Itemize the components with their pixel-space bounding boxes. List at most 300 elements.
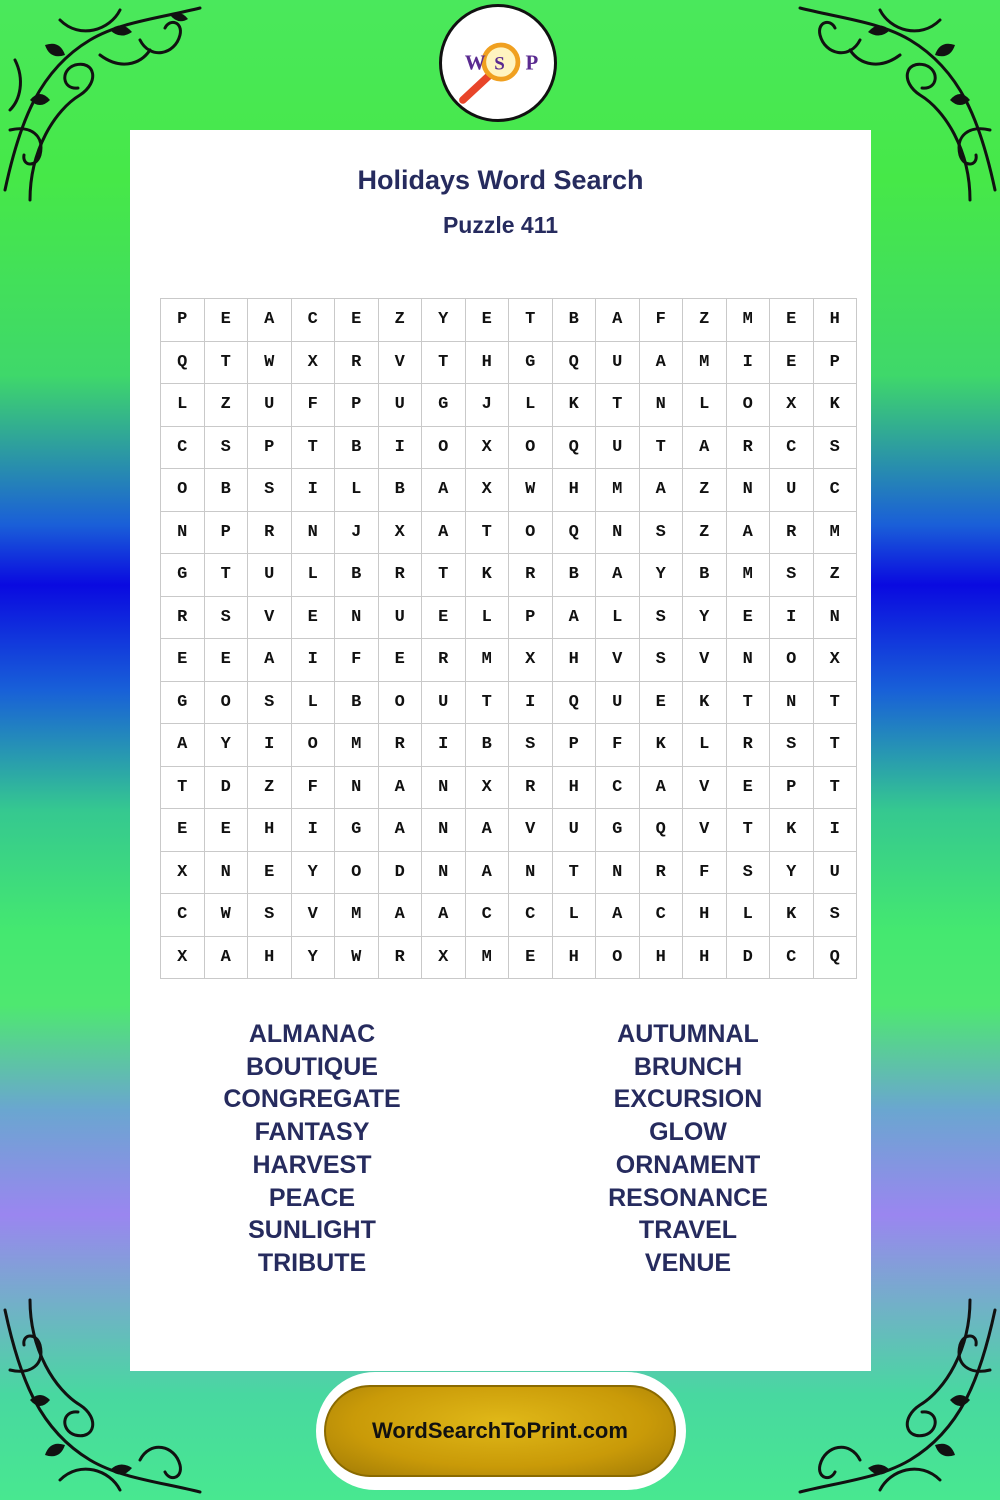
grid-cell[interactable]: S	[770, 554, 814, 597]
magnifier-logo-icon	[442, 7, 554, 119]
grid-cell[interactable]: S	[639, 639, 683, 682]
grid-cell[interactable]: R	[509, 554, 553, 597]
word-item: EXCURSION	[613, 1085, 763, 1114]
grid-cell[interactable]: Y	[291, 936, 335, 979]
grid-cell[interactable]: T	[204, 341, 248, 384]
puzzle-number: Puzzle 411	[442, 212, 559, 238]
grid-cell[interactable]: A	[596, 554, 640, 597]
grid-cell[interactable]: W	[204, 894, 248, 937]
grid-cell[interactable]: I	[422, 724, 466, 767]
grid-cell[interactable]: L	[291, 681, 335, 724]
grid-cell[interactable]: Y	[204, 724, 248, 767]
grid-cell[interactable]: O	[378, 681, 422, 724]
grid-cell[interactable]: C	[770, 936, 814, 979]
grid-cell[interactable]: P	[204, 511, 248, 554]
grid-cell[interactable]: E	[726, 596, 770, 639]
grid-cell[interactable]: S	[248, 894, 292, 937]
grid-cell[interactable]: Y	[683, 596, 727, 639]
grid-cell[interactable]: T	[552, 851, 596, 894]
grid-cell[interactable]: H	[683, 936, 727, 979]
grid-cell[interactable]: H	[248, 936, 292, 979]
grid-cell[interactable]: C	[161, 426, 205, 469]
grid-cell[interactable]: H	[813, 299, 857, 342]
grid-cell[interactable]: T	[813, 766, 857, 809]
grid-cell[interactable]: S	[509, 724, 553, 767]
grid-cell[interactable]: W	[335, 936, 379, 979]
grid-row	[161, 596, 857, 639]
grid-cell[interactable]: O	[509, 511, 553, 554]
grid-cell[interactable]: T	[291, 426, 335, 469]
grid-cell[interactable]: A	[552, 596, 596, 639]
grid-cell[interactable]: K	[639, 724, 683, 767]
grid-cell[interactable]: L	[726, 894, 770, 937]
grid-cell[interactable]: N	[291, 511, 335, 554]
grid-cell[interactable]: B	[465, 724, 509, 767]
word-item: RESONANCE	[608, 1183, 768, 1212]
grid-cell[interactable]: X	[161, 851, 205, 894]
grid-cell[interactable]: R	[335, 341, 379, 384]
grid-cell[interactable]: E	[161, 809, 205, 852]
word-item: FANTASY	[254, 1118, 370, 1147]
grid-cell[interactable]: G	[422, 384, 466, 427]
grid-cell[interactable]: E	[291, 596, 335, 639]
grid-cell[interactable]: E	[335, 299, 379, 342]
grid-row	[161, 681, 857, 724]
grid-cell[interactable]: T	[509, 299, 553, 342]
grid-cell[interactable]: N	[639, 384, 683, 427]
grid-cell[interactable]: B	[204, 469, 248, 512]
grid-cell[interactable]: B	[335, 426, 379, 469]
grid-cell[interactable]: N	[509, 851, 553, 894]
grid-cell[interactable]: P	[248, 426, 292, 469]
word-item: VENUE	[644, 1248, 732, 1277]
grid-cell[interactable]: N	[596, 851, 640, 894]
grid-cell[interactable]: N	[596, 511, 640, 554]
grid-cell[interactable]: A	[378, 766, 422, 809]
grid-cell[interactable]: I	[291, 809, 335, 852]
grid-cell[interactable]: U	[813, 851, 857, 894]
grid-cell[interactable]: A	[639, 341, 683, 384]
grid-row	[161, 426, 857, 469]
grid-cell[interactable]: P	[161, 299, 205, 342]
grid-cell[interactable]: N	[422, 851, 466, 894]
grid-cell[interactable]: G	[161, 681, 205, 724]
grid-cell[interactable]: E	[378, 639, 422, 682]
grid-cell[interactable]: K	[552, 384, 596, 427]
grid-cell[interactable]: X	[770, 384, 814, 427]
grid-cell[interactable]: A	[683, 426, 727, 469]
grid-cell[interactable]: T	[813, 681, 857, 724]
grid-cell[interactable]: X	[161, 936, 205, 979]
grid-row	[161, 341, 857, 384]
grid-cell[interactable]: A	[465, 809, 509, 852]
grid-cell[interactable]: R	[422, 639, 466, 682]
grid-cell[interactable]: H	[552, 936, 596, 979]
grid-cell[interactable]: O	[161, 469, 205, 512]
grid-cell[interactable]: T	[465, 511, 509, 554]
grid-row	[161, 894, 857, 937]
grid-cell[interactable]: M	[335, 724, 379, 767]
grid-cell[interactable]: Q	[552, 341, 596, 384]
grid-cell[interactable]: T	[726, 681, 770, 724]
grid-row	[161, 469, 857, 512]
grid-cell[interactable]: E	[465, 299, 509, 342]
grid-cell[interactable]: U	[552, 809, 596, 852]
grid-cell[interactable]: V	[291, 894, 335, 937]
puzzle-title: Holidays Word Search	[357, 165, 644, 195]
grid-cell[interactable]: U	[378, 384, 422, 427]
grid-cell[interactable]: U	[248, 554, 292, 597]
grid-cell[interactable]: A	[639, 766, 683, 809]
grid-cell[interactable]: O	[335, 851, 379, 894]
grid-cell[interactable]: N	[335, 766, 379, 809]
grid-cell[interactable]: R	[509, 766, 553, 809]
grid-cell[interactable]: S	[204, 426, 248, 469]
grid-cell[interactable]: N	[726, 639, 770, 682]
grid-cell[interactable]: H	[552, 766, 596, 809]
logo-letter-p: P	[525, 50, 539, 75]
grid-cell[interactable]: X	[422, 936, 466, 979]
logo-letter-w: W	[464, 50, 486, 75]
grid-cell[interactable]: X	[378, 511, 422, 554]
grid-cell[interactable]: V	[683, 766, 727, 809]
grid-cell[interactable]: N	[161, 511, 205, 554]
grid-cell[interactable]: N	[422, 809, 466, 852]
grid-cell[interactable]: V	[378, 341, 422, 384]
grid-cell[interactable]: A	[204, 936, 248, 979]
grid-cell[interactable]: R	[161, 596, 205, 639]
grid-row	[161, 766, 857, 809]
grid-cell[interactable]: M	[596, 469, 640, 512]
grid-cell[interactable]: C	[639, 894, 683, 937]
grid-cell[interactable]: E	[204, 809, 248, 852]
grid-cell[interactable]: I	[726, 341, 770, 384]
grid-cell[interactable]: E	[770, 299, 814, 342]
grid-row	[161, 299, 857, 342]
grid-cell[interactable]: V	[596, 639, 640, 682]
grid-cell[interactable]: D	[726, 936, 770, 979]
grid-cell[interactable]: R	[378, 724, 422, 767]
grid-row	[161, 851, 857, 894]
grid-cell[interactable]: C	[813, 469, 857, 512]
grid-cell[interactable]: E	[248, 851, 292, 894]
grid-cell[interactable]: L	[335, 469, 379, 512]
grid-cell[interactable]: H	[683, 894, 727, 937]
word-item: BOUTIQUE	[246, 1052, 378, 1081]
grid-cell[interactable]: V	[683, 809, 727, 852]
grid-cell[interactable]: R	[378, 554, 422, 597]
wsp-logo[interactable]	[439, 4, 557, 122]
word-item: TRAVEL	[638, 1216, 738, 1245]
grid-cell[interactable]: T	[813, 724, 857, 767]
grid-cell[interactable]: J	[465, 384, 509, 427]
grid-cell[interactable]: W	[509, 469, 553, 512]
grid-cell[interactable]: A	[639, 469, 683, 512]
grid-row	[161, 511, 857, 554]
grid-cell[interactable]: I	[291, 639, 335, 682]
grid-cell[interactable]: K	[683, 681, 727, 724]
grid-cell[interactable]: X	[465, 766, 509, 809]
grid-cell[interactable]: Q	[639, 809, 683, 852]
grid-cell[interactable]: I	[813, 809, 857, 852]
grid-cell[interactable]: F	[291, 766, 335, 809]
grid-cell[interactable]: O	[204, 681, 248, 724]
word-item: SUNLIGHT	[248, 1216, 376, 1245]
grid-row	[161, 384, 857, 427]
grid-cell[interactable]: P	[509, 596, 553, 639]
grid-cell[interactable]: E	[509, 936, 553, 979]
grid-cell[interactable]: S	[813, 426, 857, 469]
grid-cell[interactable]: L	[465, 596, 509, 639]
grid-cell[interactable]: I	[291, 469, 335, 512]
grid-cell[interactable]: U	[248, 384, 292, 427]
grid-cell[interactable]: C	[770, 426, 814, 469]
grid-cell[interactable]: F	[596, 724, 640, 767]
grid-cell[interactable]: B	[683, 554, 727, 597]
grid-cell[interactable]: C	[465, 894, 509, 937]
grid-cell[interactable]: H	[639, 936, 683, 979]
grid-cell[interactable]: Y	[639, 554, 683, 597]
puzzle-sheet	[130, 130, 871, 1371]
word-item: TRIBUTE	[257, 1248, 367, 1277]
grid-cell[interactable]: T	[596, 384, 640, 427]
grid-cell[interactable]: R	[248, 511, 292, 554]
grid-cell[interactable]: Z	[204, 384, 248, 427]
grid-cell[interactable]: Z	[813, 554, 857, 597]
grid-cell[interactable]: Q	[552, 511, 596, 554]
grid-cell[interactable]: M	[465, 936, 509, 979]
grid-cell[interactable]: A	[161, 724, 205, 767]
grid-cell[interactable]: U	[378, 596, 422, 639]
grid-cell[interactable]: O	[291, 724, 335, 767]
grid-cell[interactable]: F	[639, 299, 683, 342]
grid-cell[interactable]: Z	[248, 766, 292, 809]
grid-cell[interactable]: U	[422, 681, 466, 724]
grid-cell[interactable]: Z	[683, 511, 727, 554]
grid-cell[interactable]: R	[770, 511, 814, 554]
grid-cell[interactable]: C	[509, 894, 553, 937]
grid-cell[interactable]: T	[204, 554, 248, 597]
grid-cell[interactable]: V	[683, 639, 727, 682]
grid-cell[interactable]: R	[726, 426, 770, 469]
grid-cell[interactable]: V	[509, 809, 553, 852]
grid-cell[interactable]: A	[248, 639, 292, 682]
grid-cell[interactable]: E	[422, 596, 466, 639]
grid-cell[interactable]: T	[726, 809, 770, 852]
grid-row	[161, 809, 857, 852]
grid-cell[interactable]: A	[465, 851, 509, 894]
grid-cell[interactable]: A	[596, 894, 640, 937]
grid-cell[interactable]: R	[726, 724, 770, 767]
grid-cell[interactable]: T	[639, 426, 683, 469]
grid-row	[161, 936, 857, 979]
grid-cell[interactable]: O	[422, 426, 466, 469]
grid-cell[interactable]: B	[335, 681, 379, 724]
grid-cell[interactable]: E	[726, 766, 770, 809]
grid-cell[interactable]: L	[161, 384, 205, 427]
grid-cell[interactable]: B	[552, 299, 596, 342]
grid-cell[interactable]: D	[204, 766, 248, 809]
grid-cell[interactable]: N	[422, 766, 466, 809]
grid-cell[interactable]: Q	[161, 341, 205, 384]
grid-cell[interactable]: X	[813, 639, 857, 682]
logo-letter-s: S	[494, 53, 505, 75]
grid-cell[interactable]: N	[813, 596, 857, 639]
grid-cell[interactable]: M	[726, 299, 770, 342]
grid-cell[interactable]: A	[378, 894, 422, 937]
word-list-right	[538, 1018, 838, 1280]
grid-cell[interactable]: O	[596, 936, 640, 979]
grid-cell[interactable]: S	[726, 851, 770, 894]
grid-cell[interactable]: N	[770, 681, 814, 724]
grid-cell[interactable]: Z	[683, 469, 727, 512]
grid-cell[interactable]: L	[509, 384, 553, 427]
grid-cell[interactable]: M	[813, 511, 857, 554]
word-item: BRUNCH	[633, 1052, 743, 1081]
grid-cell[interactable]: C	[291, 299, 335, 342]
grid-cell[interactable]: T	[422, 341, 466, 384]
grid-cell[interactable]: G	[161, 554, 205, 597]
grid-cell[interactable]: A	[422, 894, 466, 937]
grid-cell[interactable]: B	[378, 469, 422, 512]
grid-cell[interactable]: M	[465, 639, 509, 682]
grid-cell[interactable]: S	[248, 469, 292, 512]
grid-cell[interactable]: E	[770, 341, 814, 384]
grid-cell[interactable]: I	[509, 681, 553, 724]
word-item: CONGREGATE	[223, 1085, 401, 1114]
grid-cell[interactable]: H	[465, 341, 509, 384]
word-item: HARVEST	[252, 1150, 372, 1179]
word-item: AUTUMNAL	[617, 1020, 759, 1048]
grid-cell[interactable]: A	[726, 511, 770, 554]
grid-cell[interactable]: O	[770, 639, 814, 682]
grid-cell[interactable]: S	[639, 511, 683, 554]
grid-cell[interactable]: K	[770, 894, 814, 937]
grid-cell[interactable]: S	[813, 894, 857, 937]
word-item: ORNAMENT	[615, 1150, 761, 1179]
grid-cell[interactable]: V	[248, 596, 292, 639]
grid-cell[interactable]: T	[161, 766, 205, 809]
grid-cell[interactable]: Y	[422, 299, 466, 342]
grid-cell[interactable]: L	[552, 894, 596, 937]
website-label: WordSearchToPrint.com	[372, 1418, 628, 1443]
grid-cell[interactable]: Y	[291, 851, 335, 894]
grid-cell[interactable]: L	[683, 724, 727, 767]
grid-cell[interactable]: U	[596, 426, 640, 469]
grid-cell[interactable]: A	[422, 469, 466, 512]
grid-cell[interactable]: A	[422, 511, 466, 554]
grid-cell[interactable]: I	[378, 426, 422, 469]
grid-cell[interactable]: F	[335, 639, 379, 682]
grid-cell[interactable]: M	[726, 554, 770, 597]
grid-cell[interactable]: O	[726, 384, 770, 427]
grid-cell[interactable]: A	[378, 809, 422, 852]
grid-cell[interactable]: X	[465, 469, 509, 512]
grid-cell[interactable]: I	[248, 724, 292, 767]
grid-cell[interactable]: X	[509, 639, 553, 682]
grid-cell[interactable]: Z	[378, 299, 422, 342]
grid-cell[interactable]: A	[596, 299, 640, 342]
grid-cell[interactable]: U	[596, 341, 640, 384]
grid-cell[interactable]: N	[335, 596, 379, 639]
grid-cell[interactable]: H	[552, 469, 596, 512]
grid-cell[interactable]: H	[248, 809, 292, 852]
grid-cell[interactable]: O	[509, 426, 553, 469]
grid-cell[interactable]: D	[378, 851, 422, 894]
grid-cell[interactable]: U	[770, 469, 814, 512]
grid-cell[interactable]: A	[248, 299, 292, 342]
grid-cell[interactable]: T	[465, 681, 509, 724]
grid-cell[interactable]: G	[596, 809, 640, 852]
grid-cell[interactable]: P	[552, 724, 596, 767]
grid-cell[interactable]: F	[291, 384, 335, 427]
grid-cell[interactable]: J	[335, 511, 379, 554]
grid-cell[interactable]: E	[161, 639, 205, 682]
grid-cell[interactable]: U	[596, 681, 640, 724]
grid-cell[interactable]: S	[770, 724, 814, 767]
grid-row	[161, 639, 857, 682]
grid-cell[interactable]: S	[639, 596, 683, 639]
grid-cell[interactable]: M	[335, 894, 379, 937]
website-button[interactable]	[324, 1385, 676, 1477]
grid-cell[interactable]: G	[509, 341, 553, 384]
grid-cell[interactable]: C	[596, 766, 640, 809]
grid-cell[interactable]: S	[204, 596, 248, 639]
grid-cell[interactable]: T	[422, 554, 466, 597]
grid-cell[interactable]: L	[596, 596, 640, 639]
grid-cell[interactable]: W	[248, 341, 292, 384]
grid-cell[interactable]: K	[465, 554, 509, 597]
letter-grid	[160, 298, 857, 979]
grid-cell[interactable]: Y	[770, 851, 814, 894]
grid-cell[interactable]: S	[248, 681, 292, 724]
grid-cell[interactable]: F	[683, 851, 727, 894]
grid-cell[interactable]: R	[639, 851, 683, 894]
grid-row	[161, 724, 857, 767]
grid-cell[interactable]: Q	[813, 936, 857, 979]
grid-cell[interactable]: Q	[552, 426, 596, 469]
grid-cell[interactable]: Z	[683, 299, 727, 342]
grid-cell[interactable]: K	[813, 384, 857, 427]
grid-cell[interactable]: I	[770, 596, 814, 639]
grid-cell[interactable]: P	[813, 341, 857, 384]
grid-cell[interactable]: E	[204, 639, 248, 682]
word-list-left	[162, 1018, 462, 1280]
grid-cell[interactable]: P	[770, 766, 814, 809]
grid-cell[interactable]: L	[291, 554, 335, 597]
word-item: GLOW	[649, 1118, 727, 1147]
grid-cell[interactable]: Q	[552, 681, 596, 724]
grid-cell[interactable]: B	[552, 554, 596, 597]
grid-cell[interactable]: B	[335, 554, 379, 597]
grid-row	[161, 554, 857, 597]
grid-cell[interactable]: N	[726, 469, 770, 512]
grid-cell[interactable]: K	[770, 809, 814, 852]
grid-cell[interactable]: E	[204, 299, 248, 342]
word-item: PEACE	[268, 1183, 356, 1212]
grid-cell[interactable]: X	[291, 341, 335, 384]
grid-cell[interactable]: G	[335, 809, 379, 852]
grid-cell[interactable]: L	[683, 384, 727, 427]
grid-cell[interactable]: M	[683, 341, 727, 384]
grid-cell[interactable]: E	[639, 681, 683, 724]
grid-cell[interactable]: P	[335, 384, 379, 427]
grid-cell[interactable]: N	[204, 851, 248, 894]
grid-cell[interactable]: H	[552, 639, 596, 682]
grid-cell[interactable]: R	[378, 936, 422, 979]
grid-cell[interactable]: C	[161, 894, 205, 937]
grid-cell[interactable]: X	[465, 426, 509, 469]
